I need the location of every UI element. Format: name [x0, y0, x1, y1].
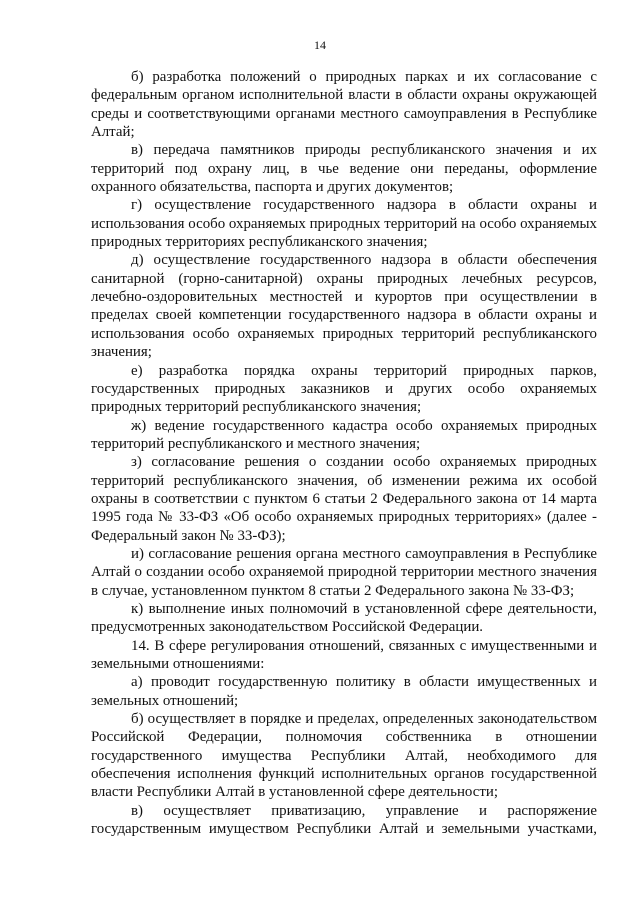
paragraph-k-other-powers: к) выполнение иных полномочий в установленной сфере деятельности, предусмотренных законодательством Российской Федерации. [91, 600, 597, 636]
paragraph-a-state-policy: а) проводит государственную политику в области имущественных и земельных отношений; [91, 674, 597, 709]
paragraph-v-monuments: в) передача памятников природы республиканского значения и их территорий под охрану лиц, в чье ведение они переданы, оформление охранного обязательства, паспорта и других документов; [91, 142, 597, 196]
page-number: 14 [314, 38, 326, 52]
paragraph-b-nature-parks: б) разработка положений о природных парках и их согласование с федеральным органом исполнительной власти в области охраны окружающей среды и соответствующими органами местного самоуправления в Республике Алтай; [91, 69, 597, 141]
paragraph-14-property-relations: 14. В сфере регулирования отношений, связанных с имущественными и земельными отношениями: [91, 637, 597, 672]
paragraph-g-state-supervision: г) осуществление государственного надзора в области охраны и использования особо охраняемых природных территорий на особо охраняемых природных территориях республиканского значения; [91, 197, 597, 251]
paragraph-e-protection-order: е) разработка порядка охраны территорий природных парков, государственных природных заказников и других особо охраняемых природных территорий республиканского значения; [91, 362, 597, 416]
paragraph-b-owner-powers: б) осуществляет в порядке и пределах, определенных законодательством Российской Федерации, полномочия собственника в отношении государственного имущества Республики Алтай, необходимого для обеспечения исполнения функций исполнительных органов государственной власти Республики Алтай в установленной сфере деятельности; [91, 711, 597, 801]
paragraph-v-privatization: в) осуществляет приватизацию, управление и распоряжение государственным имуществом Республики Алтай и земельными участками, [91, 802, 597, 838]
document-body [91, 68, 597, 838]
paragraph-zh-cadastre: ж) ведение государственного кадастра особо охраняемых природных территорий республиканского и местного значения; [91, 417, 597, 452]
paragraph-d-sanitary-supervision: д) осуществление государственного надзора в области обеспечения санитарной (горно-санитарной) охраны природных лечебных ресурсов, лечебно-оздоровительных местностей и курортов при осуществлении в пределах своей компетенции государственного надзора в области охраны и использования особо охраняемых природных территорий республиканского значения; [91, 252, 597, 361]
paragraph-i-local-approval: и) согласование решения органа местного самоуправления в Республике Алтай о создании особо охраняемой природной территории местного значения в случае, установленном пунктом 8 статьи 2 Федерального закона № 33-ФЗ; [91, 545, 597, 599]
paragraph-z-approval: з) согласование решения о создании особо охраняемых природных территорий республиканского значения, об изменении режима их особой охраны в соответствии с пунктом 6 статьи 2 Федерального закона от 14 марта 1995 года № 33-ФЗ «Об особо охраняемых природных территориях» (далее - Федеральный закон № 33-ФЗ); [91, 454, 597, 544]
